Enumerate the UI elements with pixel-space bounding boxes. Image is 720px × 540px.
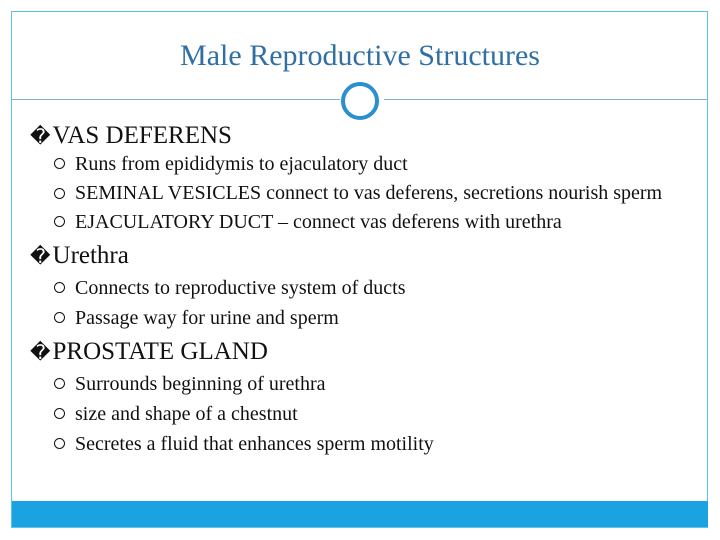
hollow-circle-bullet-icon [54, 216, 65, 227]
hollow-circle-bullet-icon [54, 378, 65, 389]
list-item-text: size and shape of a chestnut [75, 403, 298, 425]
slide-content [30, 120, 700, 462]
missing-glyph-icon: � [30, 244, 51, 268]
list-item [54, 432, 700, 456]
section-heading-text: PROSTATE GLAND [52, 338, 268, 365]
hollow-circle-bullet-icon [54, 188, 65, 199]
slide-title: Male Reproductive Structures [180, 39, 540, 72]
list-item [54, 182, 700, 204]
hollow-circle-bullet-icon [54, 438, 65, 449]
title-divider-right [384, 99, 708, 100]
list-item [54, 152, 700, 176]
section-vas-deferens [30, 120, 700, 234]
missing-glyph-icon: � [30, 340, 51, 364]
list-item-text: Runs from epididymis to ejaculatory duct [75, 153, 408, 175]
section-heading [30, 120, 700, 152]
hollow-circle-bullet-icon [54, 408, 65, 419]
list-item [54, 372, 700, 396]
section-heading-text: Urethra [52, 242, 129, 269]
list-item-text: Secretes a fluid that enhances sperm motility [75, 433, 434, 455]
list-item [54, 306, 700, 330]
hollow-circle-bullet-icon [54, 282, 65, 293]
list-item-text: Connects to reproductive system of ducts [75, 277, 406, 299]
missing-glyph-icon: � [30, 124, 51, 148]
hollow-circle-bullet-icon [54, 158, 65, 169]
circle-ornament-icon [341, 82, 379, 120]
bullet-list [30, 152, 700, 234]
section-heading [30, 336, 700, 368]
hollow-circle-bullet-icon [54, 312, 65, 323]
list-item [54, 402, 700, 426]
list-item-text: SEMINAL VESICLES connect to vas deferens, secretions nourish sperm [75, 182, 663, 204]
section-urethra [30, 240, 700, 330]
section-prostate-gland [30, 336, 700, 456]
title-divider-left [12, 99, 340, 100]
list-item [54, 210, 700, 234]
section-heading [30, 240, 700, 272]
section-heading-text: VAS DEFERENS [52, 122, 232, 149]
list-item-text: Surrounds beginning of urethra [75, 373, 326, 395]
list-item-text: Passage way for urine and sperm [75, 307, 339, 329]
bullet-list [30, 276, 700, 330]
bullet-list [30, 372, 700, 456]
list-item-text: EJACULATORY DUCT – connect vas deferens with urethra [75, 211, 562, 233]
list-item [54, 276, 700, 300]
footer-bar [12, 501, 708, 527]
